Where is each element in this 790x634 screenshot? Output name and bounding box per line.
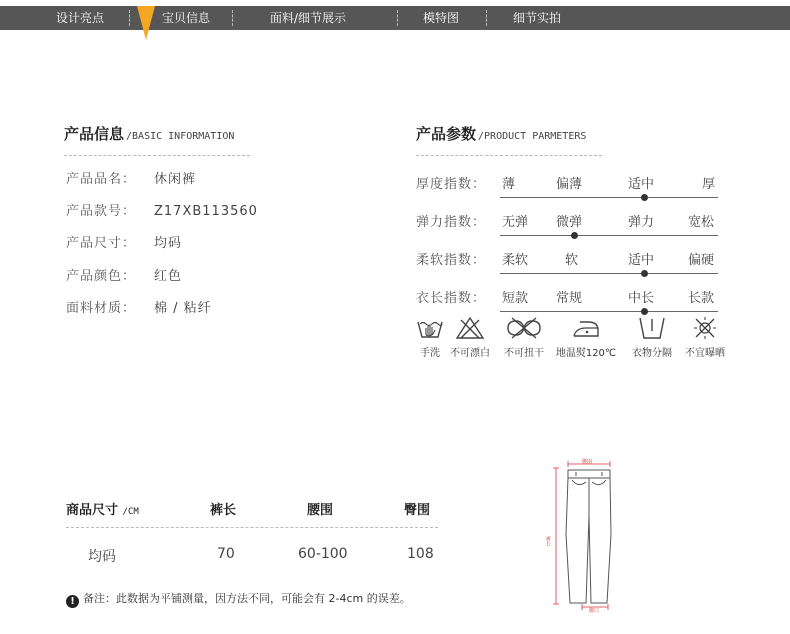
- param-option: 软: [565, 253, 579, 268]
- param-scale-line: [500, 235, 718, 236]
- info-value: Z17XB113560: [154, 204, 258, 219]
- divider: [64, 155, 250, 156]
- nav-separator: [486, 10, 487, 26]
- care-label: 手洗: [420, 348, 440, 359]
- size-col-length: 裤长: [210, 503, 237, 518]
- info-row-color: [66, 265, 182, 284]
- param-selected-dot: [641, 270, 648, 277]
- param-option: 适中: [628, 177, 655, 192]
- param-label: 厚度指数：: [416, 177, 487, 192]
- length-label: 裤长: [545, 536, 551, 546]
- warning-icon: !: [66, 595, 79, 608]
- param-scale-line: [500, 311, 718, 312]
- nav-item-product-info[interactable]: 宝贝信息: [162, 11, 211, 25]
- product-params-title-cn: 产品参数: [416, 125, 477, 143]
- size-cell-length: 70: [217, 546, 235, 562]
- care-label: 不宜曝晒: [685, 348, 725, 359]
- hem-label: 脚口: [589, 608, 600, 614]
- info-label: 产品款号：: [66, 204, 137, 219]
- care-label: 不可漂白: [450, 348, 490, 359]
- no-sun-icon: [690, 316, 720, 340]
- nav-separator: [232, 10, 233, 26]
- param-option: 长款: [688, 291, 715, 306]
- param-scale-line: [500, 273, 718, 274]
- product-info-title: [64, 123, 234, 144]
- nav-separator: [129, 10, 130, 26]
- param-option: 微弹: [556, 215, 583, 230]
- divider: [416, 155, 602, 156]
- param-option: 弹力: [628, 215, 655, 230]
- param-row-softness: [416, 249, 726, 273]
- waist-label: 腰围: [582, 459, 593, 465]
- size-unit: /CM: [122, 507, 139, 517]
- care-iron-low: [554, 316, 618, 359]
- info-label: 产品颜色：: [66, 269, 137, 284]
- param-selected-dot: [641, 194, 648, 201]
- param-option: 适中: [628, 253, 655, 268]
- info-row-material: [66, 297, 212, 316]
- param-option: 宽松: [688, 215, 715, 230]
- product-params-title: [416, 123, 586, 144]
- care-no-wring: [492, 316, 556, 359]
- param-scale-line: [500, 197, 718, 198]
- nav-item-model[interactable]: 模特图: [423, 11, 460, 25]
- info-value: 棉 / 粘纤: [154, 301, 212, 316]
- param-option: 偏硬: [688, 253, 715, 268]
- info-row-style-no: [66, 200, 258, 219]
- info-row-size: [66, 232, 182, 251]
- info-label: 面料材质：: [66, 301, 137, 316]
- info-value: 休闲裤: [154, 172, 197, 187]
- product-params-title-en: /PRODUCT PARMETERS: [478, 131, 587, 142]
- param-selected-dot: [641, 308, 648, 315]
- size-col-hip: 臀围: [404, 503, 431, 518]
- info-value: 红色: [154, 269, 183, 284]
- param-option: 常规: [556, 291, 583, 306]
- separate-wash-icon: [637, 316, 667, 340]
- param-row-thickness: [416, 173, 726, 197]
- size-row-label: 均码: [88, 549, 116, 565]
- trousers-diagram: [545, 458, 628, 614]
- param-option: 中长: [628, 291, 655, 306]
- param-option: 厚: [702, 177, 716, 192]
- param-option: 薄: [502, 177, 516, 192]
- info-label: 产品尺寸：: [66, 236, 137, 251]
- product-info-title-cn: 产品信息: [64, 125, 125, 143]
- info-label: 产品品名：: [66, 172, 137, 187]
- nav-item-fabric[interactable]: 面料/细节展示: [270, 11, 347, 25]
- care-label: 地温熨120℃: [555, 348, 617, 359]
- param-selected-dot: [571, 232, 578, 239]
- info-row-name: [66, 168, 196, 187]
- nav-active-marker: [137, 6, 155, 40]
- param-row-elasticity: [416, 211, 726, 235]
- iron-low-icon: [570, 316, 602, 340]
- nav-separator: [397, 10, 398, 26]
- no-wring-icon: [504, 316, 544, 340]
- nav-bar: [0, 6, 790, 30]
- care-label: 衣物分隔: [632, 348, 672, 359]
- nav-item-highlights[interactable]: 设计亮点: [56, 11, 105, 25]
- product-info-title-en: /BASIC INFORMATION: [126, 131, 235, 142]
- size-col-waist: 腰围: [307, 503, 334, 518]
- measurement-note: [66, 590, 411, 608]
- no-bleach-icon: [455, 316, 485, 340]
- care-no-sun: [673, 316, 737, 359]
- info-value: 均码: [154, 236, 183, 251]
- param-option: 柔软: [502, 253, 529, 268]
- divider: [66, 527, 438, 528]
- param-label: 弹力指数：: [416, 215, 487, 230]
- param-option: 无弹: [502, 215, 529, 230]
- nav-item-details[interactable]: 细节实拍: [513, 11, 562, 25]
- param-option: 短款: [502, 291, 529, 306]
- size-cell-waist: 60-100: [298, 546, 348, 562]
- param-label: 柔软指数：: [416, 253, 487, 268]
- param-label: 衣长指数：: [416, 291, 487, 306]
- param-option: 偏薄: [556, 177, 583, 192]
- care-label: 不可扭干: [504, 348, 544, 359]
- size-table-title: [66, 499, 139, 518]
- note-text: 备注：此数据为平铺测量，因方法不同，可能会有 2-4cm 的误差。: [83, 592, 411, 605]
- size-cell-hip: 108: [407, 546, 434, 562]
- param-row-length: [416, 287, 726, 311]
- size-title-cn: 商品尺寸: [66, 503, 119, 518]
